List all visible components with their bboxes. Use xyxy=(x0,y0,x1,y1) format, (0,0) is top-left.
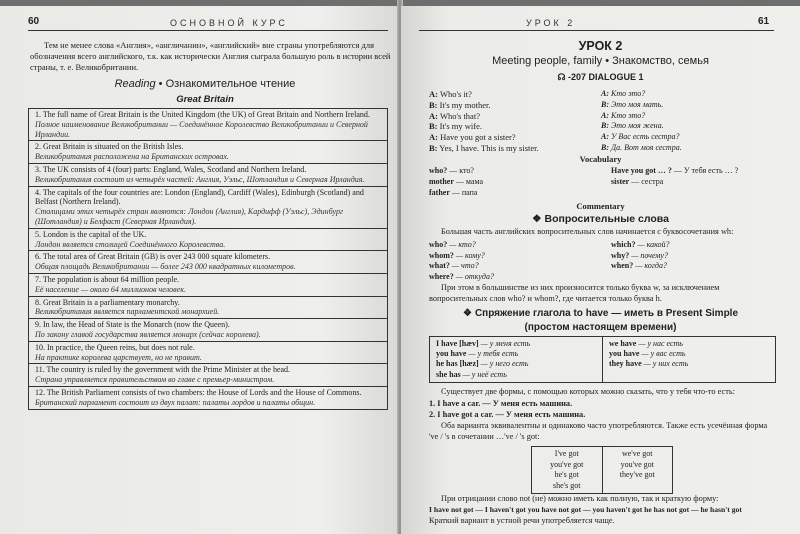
translation: — у вас есть xyxy=(639,349,686,359)
forms-intro: Существует две формы, с помощью которых можно сказать, что у тебя что-то есть: xyxy=(441,387,735,396)
headphones-icon: ☊ xyxy=(557,72,566,82)
list-item: they've got xyxy=(619,470,655,480)
dialogue-text: It's my wife. xyxy=(437,121,482,132)
reading-separator: • xyxy=(158,78,163,90)
row-english: 11. The country is ruled by the government with the Prime Minister at the head. xyxy=(35,365,291,375)
speaker: В: xyxy=(601,99,609,109)
dialogue-line xyxy=(601,132,682,143)
dialogue-text: Это моя мать. xyxy=(609,99,664,109)
row-english: 4. The capitals of the four countries are: London (England), Cardiff (Wales), Edinburgh (Scotland) and Belfast (Northern Ireland). xyxy=(35,187,364,207)
dialogue-line xyxy=(601,89,682,100)
term: why? xyxy=(611,250,630,260)
term: you have xyxy=(436,349,467,359)
translation: — какой? xyxy=(635,240,670,249)
speaker: В: xyxy=(601,121,609,131)
list-item xyxy=(429,187,483,198)
table-row xyxy=(28,229,388,252)
row-russian: По закону главой государства является монарх (сейчас королева). xyxy=(35,329,261,339)
term: sister xyxy=(611,177,630,186)
conjugation-singular xyxy=(430,337,602,382)
dialogue-text: Кто это? xyxy=(609,110,646,120)
term: I have [hæv] xyxy=(436,339,479,348)
translation: — мама xyxy=(453,177,484,186)
table-row xyxy=(28,187,388,229)
table-row xyxy=(28,109,388,141)
conjugation-plural xyxy=(602,337,775,382)
row-russian: Её население — около 64 миллионов человек. xyxy=(35,284,186,294)
dialogue-text: Yes, I have. This is my sister. xyxy=(437,142,539,153)
list-item xyxy=(429,240,494,251)
list-item xyxy=(429,261,494,272)
speaker: А: xyxy=(601,132,609,142)
row-russian: На практике королева царствует, но не правит. xyxy=(35,352,202,362)
translation: — сестра xyxy=(629,177,664,186)
speaker: B: xyxy=(429,99,438,110)
dialogue-text: Да. Вот моя сестра. xyxy=(609,142,682,152)
lesson-title: УРОК 2 xyxy=(578,39,623,53)
negation-forms: I have not got — I haven't got you have not got — you haven't got he has not got — he hasn't got xyxy=(429,505,742,514)
term: when? xyxy=(611,261,634,270)
conj-title xyxy=(401,308,800,319)
reading-heading xyxy=(40,78,370,90)
term: she has xyxy=(436,369,461,379)
row-russian: Полное наименование Великобритании — Соединённое Королевство Великобритании и Северной Ирландии. xyxy=(35,119,368,139)
speaker: B: xyxy=(429,121,438,132)
term: mother xyxy=(429,177,454,186)
list-item: she's got xyxy=(553,480,581,490)
speaker: B: xyxy=(429,142,438,153)
row-english: 8. Great Britain is a parliamentary monarchy. xyxy=(35,297,180,307)
reading-en: Reading xyxy=(114,78,156,90)
got-forms-table xyxy=(531,446,673,494)
list-item: I've got xyxy=(554,449,579,458)
qwords-title-text: Вопросительные слова xyxy=(544,213,669,225)
row-russian: Столицами этих четырёх стран являются: Лондон (Англия), Кардифф (Уэльс), Эдинбург (Шотландия) и Белфаст (Северная Ирландия). xyxy=(35,207,344,226)
page-number: 60 xyxy=(28,16,40,27)
intro-paragraph: Тем не менее слова «Англия», «англичанин», «английский» вне страны употребляются для обозначения всего английского, т.к. как исторически Англия сыграла большую роль в истории всей страны, т. е. Великобритании. xyxy=(30,40,391,72)
row-english: 6. The total area of Great Britain (GB) is over 243 000 square kilometers. xyxy=(35,252,271,262)
list-item xyxy=(609,359,769,369)
dialogue-heading xyxy=(401,72,800,83)
right-page xyxy=(401,6,800,534)
translation: — у него есть xyxy=(478,359,529,369)
list-item xyxy=(436,370,596,380)
dialogue-label: -207 DIALOGUE 1 xyxy=(567,72,644,82)
dialogue-text: Who's that? xyxy=(437,110,480,121)
diamond-icon: ❖ xyxy=(532,213,542,225)
dialogue-line xyxy=(429,111,539,122)
term: whom? xyxy=(429,250,454,260)
page-number: 61 xyxy=(758,16,770,27)
table-row xyxy=(28,251,388,274)
dialogue-text: Have you got a sister? xyxy=(437,132,516,143)
qwords-left xyxy=(429,240,494,282)
row-russian: Лондон является столицей Соединённого Королевства. xyxy=(35,239,226,249)
reading-ru: Ознакомительное чтение xyxy=(165,78,296,90)
list-item xyxy=(436,349,596,359)
row-english: 7. The population is about 64 million people. xyxy=(35,274,180,284)
table-row xyxy=(28,364,388,387)
translation: — кому? xyxy=(453,250,485,260)
running-head: УРОК 2 xyxy=(526,18,576,28)
dialogue-line xyxy=(601,143,682,154)
row-russian: Страна управляется правительством во главе с премьер-министром. xyxy=(35,375,275,385)
form-example-2: 2. I have got a car. — У меня есть машина. xyxy=(429,410,586,419)
list-item xyxy=(611,240,670,251)
list-item xyxy=(429,176,483,187)
dialogue-line xyxy=(429,89,539,100)
dialogue-line xyxy=(429,132,539,143)
term: Have you got … ? xyxy=(611,166,672,175)
table-row xyxy=(28,387,388,410)
qwords-note: При этом в большинстве из них произносится только буква w, за исключением вопросительных слов who? и whom?, где читается только буква h. xyxy=(429,283,720,303)
list-item: you've got xyxy=(550,459,584,469)
list-item xyxy=(609,339,769,349)
term: which? xyxy=(611,240,636,249)
vocabulary-right xyxy=(611,165,738,187)
row-english: 5. London is the capital of the UK. xyxy=(35,229,147,239)
speaker: A: xyxy=(429,110,438,121)
section-subtitle: Great Britain xyxy=(176,94,234,105)
translation: — папа xyxy=(449,188,478,197)
translation: — когда? xyxy=(633,261,667,270)
translation: — у них есть xyxy=(641,359,689,369)
header-rule xyxy=(419,30,774,31)
list-item: you've got xyxy=(620,459,654,469)
diamond-icon: ❖ xyxy=(462,308,472,319)
table-row xyxy=(28,319,388,342)
header-rule xyxy=(28,30,388,31)
row-russian: Великобритания расположена на Британских островах. xyxy=(35,152,229,162)
row-english: 1. The full name of Great Britain is the United Kingdom (the UK) of Great Britain and Northern Ireland. xyxy=(35,110,370,119)
qwords-right xyxy=(611,240,670,272)
term: who? xyxy=(429,240,448,249)
row-english: 9. In law, the Head of State is the Monarch (now the Queen). xyxy=(35,320,230,330)
forms-note: Оба варианта эквивалентны и одинаково часто употребляются. Также есть усечённая форма 've / 's в сочетании …'ve / 's got: xyxy=(429,421,768,441)
translation: — кто? xyxy=(447,166,474,175)
row-russian: Британский парламент состоит из двух палат: палаты лордов и палаты общин. xyxy=(35,397,316,407)
term: what? xyxy=(429,261,450,270)
list-item xyxy=(609,349,769,359)
table-row xyxy=(28,297,388,320)
row-russian: Великобритания является парламентской монархией. xyxy=(35,307,220,317)
translation: — У тебя есть … ? xyxy=(671,166,739,175)
dialogue-text: У Вас есть сестра? xyxy=(609,132,680,142)
list-item xyxy=(436,339,596,349)
term: who? xyxy=(429,166,448,175)
list-item xyxy=(611,261,670,272)
translation: — у неё есть xyxy=(460,369,507,379)
list-item xyxy=(429,272,494,283)
dialogue-text: Это моя жена. xyxy=(609,121,664,131)
got-singular xyxy=(532,447,602,493)
dialogue-english xyxy=(429,89,539,154)
conj-title-text: Спряжение глагола to have — иметь в Present Simple xyxy=(474,308,739,319)
dialogue-line xyxy=(429,100,539,111)
row-russian: Общая площадь Великобритании — более 243 000 квадратных километров. xyxy=(35,262,296,272)
dialogue-line xyxy=(601,121,682,132)
dialogue-line xyxy=(601,100,682,111)
list-item xyxy=(611,251,670,262)
negation-intro: При отрицании слово not (не) можно иметь как полную, так и краткую форму: xyxy=(441,494,719,503)
translation: — что? xyxy=(449,261,479,270)
lesson-topic: Meeting people, family • Знакомство, семья xyxy=(492,55,709,67)
dialogue-russian xyxy=(601,89,682,154)
row-english: 2. Great Britain is situated on the British Isles. xyxy=(35,142,184,152)
dialogue-line xyxy=(429,121,539,132)
speaker: А: xyxy=(601,110,609,120)
qwords-intro: Большая часть английских вопросительных слов начинается с буквосочетания wh: xyxy=(441,227,734,236)
table-row xyxy=(28,164,388,187)
list-item xyxy=(429,165,483,176)
row-english: 3. The UK consists of 4 (four) parts: England, Wales, Scotland and Northern Ireland. xyxy=(35,164,307,174)
row-english: 10. In practice, the Queen reins, but does not rule. xyxy=(35,342,195,352)
qwords-title xyxy=(401,213,800,225)
term: we have xyxy=(609,339,637,348)
list-item xyxy=(436,359,596,369)
dialogue-text: It's my mother. xyxy=(437,99,491,110)
term: they have xyxy=(609,359,642,369)
vocabulary-title: Vocabulary xyxy=(579,154,622,164)
dialogue-text: Кто это? xyxy=(609,89,646,98)
conjugation-table xyxy=(429,336,776,383)
term: father xyxy=(429,188,450,197)
row-english: 12. The British Parliament consists of two chambers: the House of Lords and the House of Commons. xyxy=(35,387,362,397)
commentary-title: Commentary xyxy=(576,201,625,211)
list-item xyxy=(429,251,494,262)
table-row xyxy=(28,342,388,365)
list-item: we've got xyxy=(621,449,653,458)
term: he has [hæz] xyxy=(436,359,479,369)
list-item: he's got xyxy=(554,470,579,480)
translation: — кто? xyxy=(447,240,476,249)
translation: — откуда? xyxy=(453,271,494,281)
list-item xyxy=(611,165,738,176)
table-row xyxy=(28,274,388,297)
row-russian: Великобритания состоит из четырёх частей: Англия, Уэльс, Шотландия и Северная Ирландия. xyxy=(35,174,365,184)
speaker: A: xyxy=(429,89,438,99)
dialogue-line xyxy=(601,111,682,122)
table-row xyxy=(28,141,388,164)
form-example-1: 1. I have a car. — У меня есть машина. xyxy=(429,399,573,408)
dialogue-line xyxy=(429,143,539,154)
conj-subtitle: (простом настоящем времени) xyxy=(524,322,677,333)
vocabulary-left xyxy=(429,165,483,198)
speaker: В: xyxy=(601,142,609,152)
translation: — почему? xyxy=(629,250,668,260)
speaker: A: xyxy=(429,132,438,143)
translation: — у меня есть xyxy=(478,339,531,348)
speaker: А: xyxy=(601,89,609,98)
running-head: ОСНОВНОЙ КУРС xyxy=(170,18,288,28)
list-item xyxy=(611,176,738,187)
left-page xyxy=(0,6,399,534)
dialogue-text: Who's it? xyxy=(437,89,472,99)
short-form-note: Краткий вариант в устной речи употребляется чаще. xyxy=(429,516,615,525)
term: where? xyxy=(429,271,454,281)
translation: — у тебя есть xyxy=(466,349,519,359)
got-plural xyxy=(602,447,673,493)
reading-table xyxy=(28,108,388,410)
term: you have xyxy=(609,349,640,359)
translation: — у нас есть xyxy=(636,339,683,348)
